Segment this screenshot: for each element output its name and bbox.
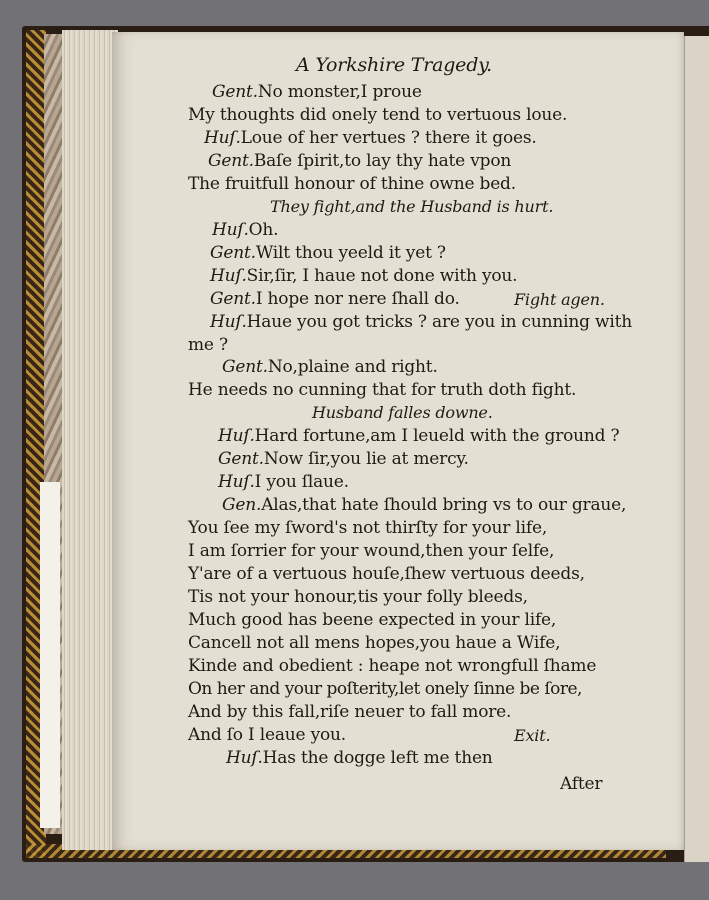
verse-text: Wilt thou yeeld it yet ? (255, 243, 446, 263)
verse-text: I hope nor nere ſhall do. (255, 289, 460, 309)
text-line-9 (210, 268, 517, 285)
speaker-prefix: Gent. (210, 289, 256, 309)
text-line-24: Much good has beene expected in your life, (188, 610, 557, 630)
text-line-22: Y'are of a vertuous houſe,ſhew vertuous deeds, (188, 564, 585, 584)
text-line-29: And ſo I leaue you. (188, 725, 346, 745)
text-line-11 (210, 314, 632, 331)
verse-text: Alas,that hate ſhould bring vs to our graue, (261, 495, 627, 515)
verse-text: Baſe ſpirit,to lay thy hate vpon (253, 151, 512, 171)
speaker-prefix: Gent. (218, 449, 264, 469)
verse-text: Haue you got tricks ? are you in cunning with (246, 312, 632, 332)
text-line-26: Kinde and obedient : heape not wrongfull ſhame (188, 656, 597, 676)
text-line-12: me ? (188, 335, 228, 355)
stage-direction: Fight agen. (514, 290, 605, 309)
text-line-13 (222, 359, 438, 376)
verse-text: Hard fortune,am I leueld with the ground ? (254, 426, 620, 446)
speaker-prefix: Huſ. (218, 472, 255, 492)
text-line-19 (222, 497, 626, 514)
running-head: A Yorkshire Tragedy. (296, 54, 493, 76)
text-line-20: You ſee my ſword's not thirſty for your life, (188, 518, 548, 538)
text-line-4 (208, 153, 511, 170)
text-line-28: And by this fall,riſe neuer to fall more. (188, 702, 512, 722)
verse-text: Oh. (248, 220, 279, 240)
text-line-1 (212, 84, 422, 101)
verse-text: No,plaine and right. (267, 357, 438, 377)
stage-direction: Exit. (514, 726, 551, 745)
verse-text: Has the dogge left me then (262, 748, 493, 768)
text-line-16 (218, 428, 619, 445)
text-line-18 (218, 474, 349, 491)
speaker-prefix: Gent. (212, 82, 258, 102)
speaker-prefix: Gent. (210, 243, 256, 263)
speaker-prefix: Gent. (222, 357, 268, 377)
verse-text: I you ſlaue. (254, 472, 349, 492)
speaker-prefix: Huſ. (210, 312, 247, 332)
text-line-23: Tis not your honour,tis your folly bleeds, (188, 587, 528, 607)
speaker-prefix: Huſ. (210, 266, 247, 286)
verse-text: Loue of her vertues ? there it goes. (240, 128, 537, 148)
text-line-21: I am ſorrier for your wound,then your ſelfe, (188, 541, 555, 561)
catchword: After (560, 774, 603, 794)
text-line-5: The fruitfull honour of thine owne bed. (188, 174, 516, 194)
verse-text: No monster,I proue (257, 82, 422, 102)
text-line-3 (204, 130, 537, 147)
verse-text: Now ſir,you lie at mercy. (263, 449, 469, 469)
verse-text: Sir,ſir, I haue not done with you. (246, 266, 518, 286)
text-line-25: Cancell not all mens hopes,you haue a Wife, (188, 633, 561, 653)
text-line-17 (218, 451, 469, 468)
speaker-prefix: Huſ. (204, 128, 241, 148)
speaker-prefix: Huſ. (226, 748, 263, 768)
text-line-8 (210, 245, 446, 262)
text-line-2: My thoughts did onely tend to vertuous loue. (188, 105, 568, 125)
speaker-prefix: Gent. (208, 151, 254, 171)
speaker-prefix: Huſ. (212, 220, 249, 240)
text-line-10 (210, 291, 460, 308)
text-line-7 (212, 222, 278, 239)
speaker-prefix: Gen. (222, 495, 262, 515)
speaker-prefix: Huſ. (218, 426, 255, 446)
stage-direction: They fight,and the Husband is hurt. (270, 197, 554, 216)
text-line-30 (226, 750, 493, 767)
text-line-14: He needs no cunning that for truth doth fight. (188, 380, 577, 400)
text-line-27: On her and your poſterity,let onely ſinne be ſore, (188, 679, 582, 699)
stage-direction: Husband falles downe. (312, 403, 493, 422)
